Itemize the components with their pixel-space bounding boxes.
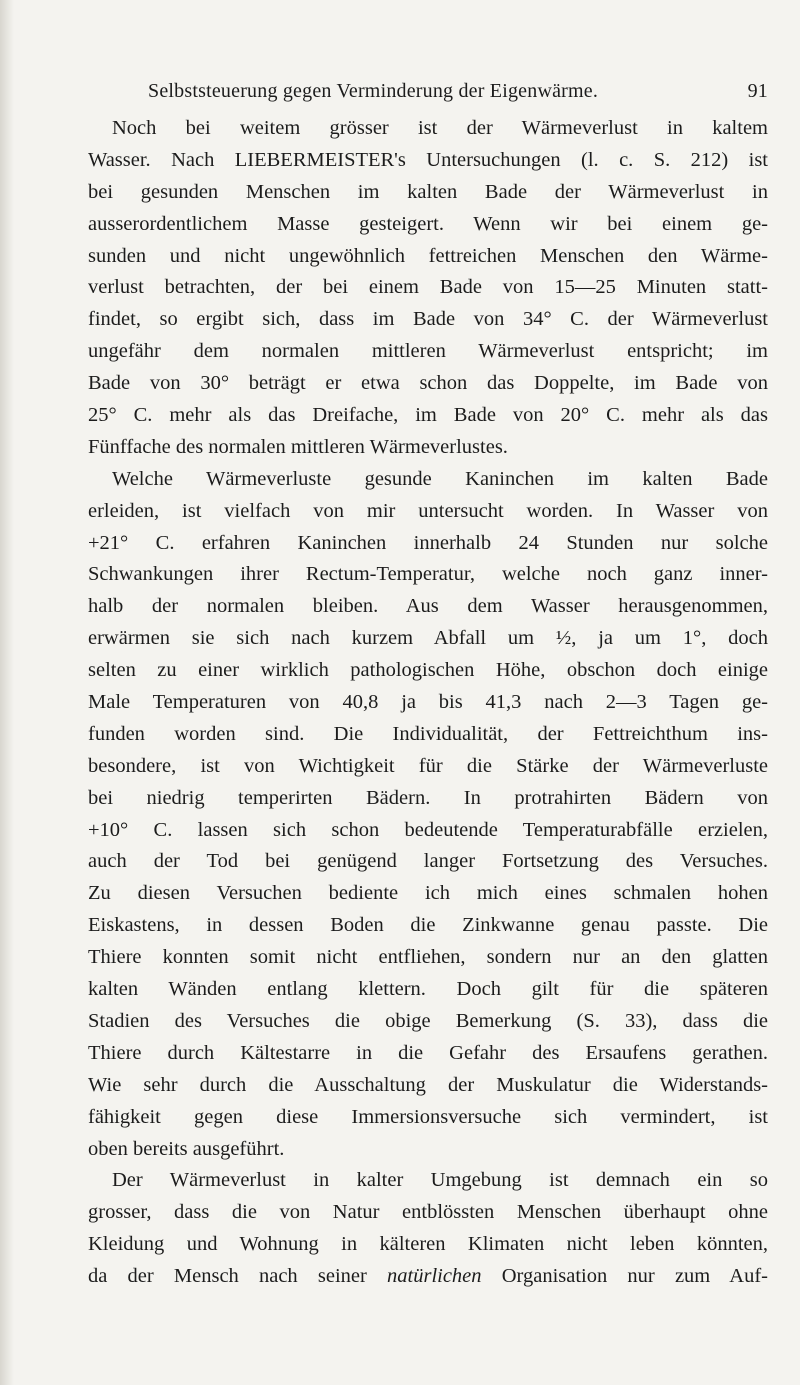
text-line [88,145,768,177]
italic-word: natürlichen [387,1265,482,1288]
text-line: Fünffache des normalen mittleren Wärmeverlustes. [88,435,508,458]
page-number: 91 [747,80,768,102]
text-line: Welche Wärmeverluste gesunde Kaninchen im kalten Bade [112,467,768,490]
text-line: oben bereits ausgeführt. [88,1137,285,1160]
text-line: bei niedrig temperirten Bädern. In protrahirten Bädern von [88,786,768,809]
text-line: +10° C. lassen sich schon bedeutende Temperaturabfälle erzielen, [88,818,768,841]
text-line: Bade von 30° beträgt er etwa schon das Doppelte, im Bade von [88,372,768,395]
text-line: auch der Tod bei genügend langer Fortsetzung des Versuches. [88,850,768,873]
paragraph-3 [88,1165,768,1293]
body-text [88,113,768,1293]
page-gutter-shadow [0,0,14,1385]
text-line: Der Wärmeverlust in kalter Umgebung ist demnach ein so [112,1169,768,1192]
text-line: ungefähr dem normalen mittleren Wärmeverlust entspricht; im [88,340,768,363]
text-line: erleiden, ist vielfach von mir untersucht worden. In Wasser von [88,499,768,522]
text-span: da der Mensch nach seiner [88,1265,388,1288]
text-line: fähigkeit gegen diese Immersionsversuche sich vermindert, ist [88,1105,768,1128]
text-line: verlust betrachten, der bei einem Bade von 15—25 Minuten statt- [88,276,768,299]
paragraph-2 [88,464,768,1166]
text-line [88,1261,768,1293]
text-line: 25° C. mehr als das Dreifache, im Bade von 20° C. mehr als das [88,404,768,427]
text-line: Noch bei weitem grösser ist der Wärmeverlust in kaltem [112,117,768,139]
header-title: Selbststeuerung gegen Verminderung der Eigenwärme. [148,80,599,102]
text-line: ausserordentlichem Masse gesteigert. Wenn wir bei einem ge- [88,212,768,235]
text-line: erwärmen sie sich nach kurzem Abfall um ½, ja um 1°, doch [88,627,768,650]
text-line: selten zu einer wirklich pathologischen Höhe, obschon doch einige [88,659,768,682]
text-line: +21° C. erfahren Kaninchen innerhalb 24 Stunden nur solche [88,531,768,554]
text-span: Wasser. Nach LIEBERMEISTER's Untersuchungen (l. c. S. 212) ist [88,148,768,171]
text-line: Kleidung und Wohnung in kälteren Klimaten nicht leben könnten, [88,1233,768,1256]
text-line: Schwankungen ihrer Rectum-Temperatur, welche noch ganz inner- [88,563,768,586]
text-line: bei gesunden Menschen im kalten Bade der Wärmeverlust in [88,180,768,203]
text-line: Thiere durch Kältestarre in die Gefahr des Ersaufens gerathen. [88,1041,768,1064]
text-line: grosser, dass die von Natur entblössten Menschen überhaupt ohne [88,1201,768,1224]
paragraph-1 [88,113,768,464]
text-line: sunden und nicht ungewöhnlich fettreichen Menschen den Wärme- [88,244,768,267]
text-line: Eiskastens, in dessen Boden die Zinkwanne genau passte. Die [88,914,768,937]
text-line: Male Temperaturen von 40,8 ja bis 41,3 nach 2—3 Tagen ge- [88,691,768,714]
text-line: findet, so ergibt sich, dass im Bade von 34° C. der Wärmeverlust [88,308,768,331]
text-line: funden worden sind. Die Individualität, der Fettreichthum ins- [88,722,768,745]
text-line: kalten Wänden entlang klettern. Doch gilt für die späteren [88,978,768,1001]
text-line: Stadien des Versuches die obige Bemerkung (S. 33), dass die [88,1009,768,1032]
text-line: besondere, ist von Wichtigkeit für die Stärke der Wärmeverluste [88,754,768,777]
text-line: Thiere konnten somit nicht entfliehen, sondern nur an den glatten [88,946,768,969]
text-line: Wie sehr durch die Ausschaltung der Muskulatur die Widerstands- [88,1073,768,1096]
text-line: Zu diesen Versuchen bediente ich mich eines schmalen hohen [88,882,768,905]
text-span: Organisation nur zum Auf- [481,1265,768,1288]
text-line: halb der normalen bleiben. Aus dem Wasser herausgenommen, [88,595,768,618]
